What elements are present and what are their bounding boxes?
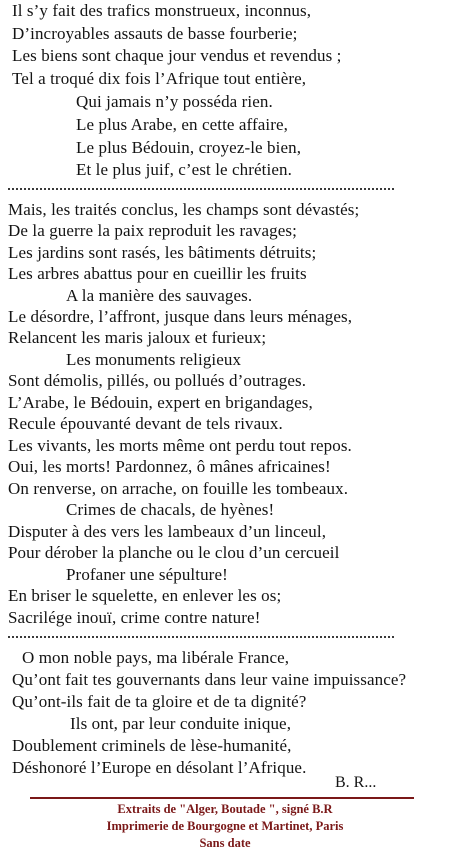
verse-line: Les monuments religieux (66, 350, 242, 369)
verse-line: Déshonoré l’Europe en désolant l’Afrique. (12, 758, 307, 777)
verse-line: On renverse, on arrache, on fouille les tombeaux. (8, 479, 349, 498)
verse-line: A la manière des sauvages. (66, 286, 253, 305)
verse-line: Qu’ont-ils fait de ta gloire et de ta dignité? (12, 692, 307, 711)
verse-line: Les jardins sont rasés, les bâtiments détruits; (8, 243, 317, 262)
verse-line: Profaner une sépulture! (66, 565, 228, 584)
verse-line: Il s’y fait des trafics monstrueux, inconnus, (12, 1, 312, 20)
verse-line: Qu’ont fait tes gouvernants dans leur vaine impuissance? (12, 670, 407, 689)
dotted-separator (8, 188, 394, 190)
verse-line: Doublement criminels de lèse-humanité, (12, 736, 292, 755)
caption-divider (30, 797, 414, 799)
verse-line: Les arbres abattus pour en cueillir les fruits (8, 264, 307, 283)
verse-line: Les vivants, les morts même ont perdu tout repos. (8, 436, 352, 455)
verse-line: Disputer à des vers les lambeaux d’un linceul, (8, 522, 327, 541)
verse-line: Relancent les maris jaloux et furieux; (8, 328, 267, 347)
verse-line: Mais, les traités conclus, les champs sont dévastés; (8, 200, 360, 219)
verse-line: L’Arabe, le Bédouin, expert en brigandages, (8, 393, 313, 412)
verse-line: Le plus Bédouin, croyez-le bien, (76, 138, 302, 157)
verse-line: D’incroyables assauts de basse fourberie; (12, 24, 298, 43)
verse-line: Sacrilége inouï, crime contre nature! (8, 608, 261, 627)
verse-line: De la guerre la paix reproduit les ravages; (8, 221, 297, 240)
verse-line: Le désordre, l’affront, jusque dans leurs ménages, (8, 307, 353, 326)
verse-line: Sont démolis, pillés, ou pollués d’outrages. (8, 371, 307, 390)
caption-title: Extraits de "Alger, Boutade ", signé B.R (117, 802, 333, 816)
verse-line: Qui jamais n’y posséda rien. (76, 92, 273, 111)
verse-line: En briser le squelette, en enlever les os; (8, 586, 282, 605)
verse-line: Tel a troqué dix fois l’Afrique tout entière, (12, 69, 307, 88)
verse-line: Oui, les morts! Pardonnez, ô mânes africaines! (8, 457, 331, 476)
caption-date: Sans date (199, 836, 251, 850)
verse-line: Les biens sont chaque jour vendus et revendus ; (12, 46, 342, 65)
verse-line: Crimes de chacals, de hyènes! (66, 500, 275, 519)
verse-line: Ils ont, par leur conduite inique, (70, 714, 292, 733)
verse-line: O mon noble pays, ma libérale France, (22, 648, 290, 667)
verse-line: Recule épouvanté devant de tels rivaux. (8, 414, 283, 433)
author-signature: B. R... (335, 774, 377, 791)
verse-line: Pour dérober la planche ou le clou d’un cercueil (8, 543, 340, 562)
caption-printer: Imprimerie de Bourgogne et Martinet, Paris (106, 819, 344, 833)
verse-line: Et le plus juif, c’est le chrétien. (76, 160, 292, 179)
dotted-separator (8, 636, 394, 638)
verse-line: Le plus Arabe, en cette affaire, (76, 115, 288, 134)
